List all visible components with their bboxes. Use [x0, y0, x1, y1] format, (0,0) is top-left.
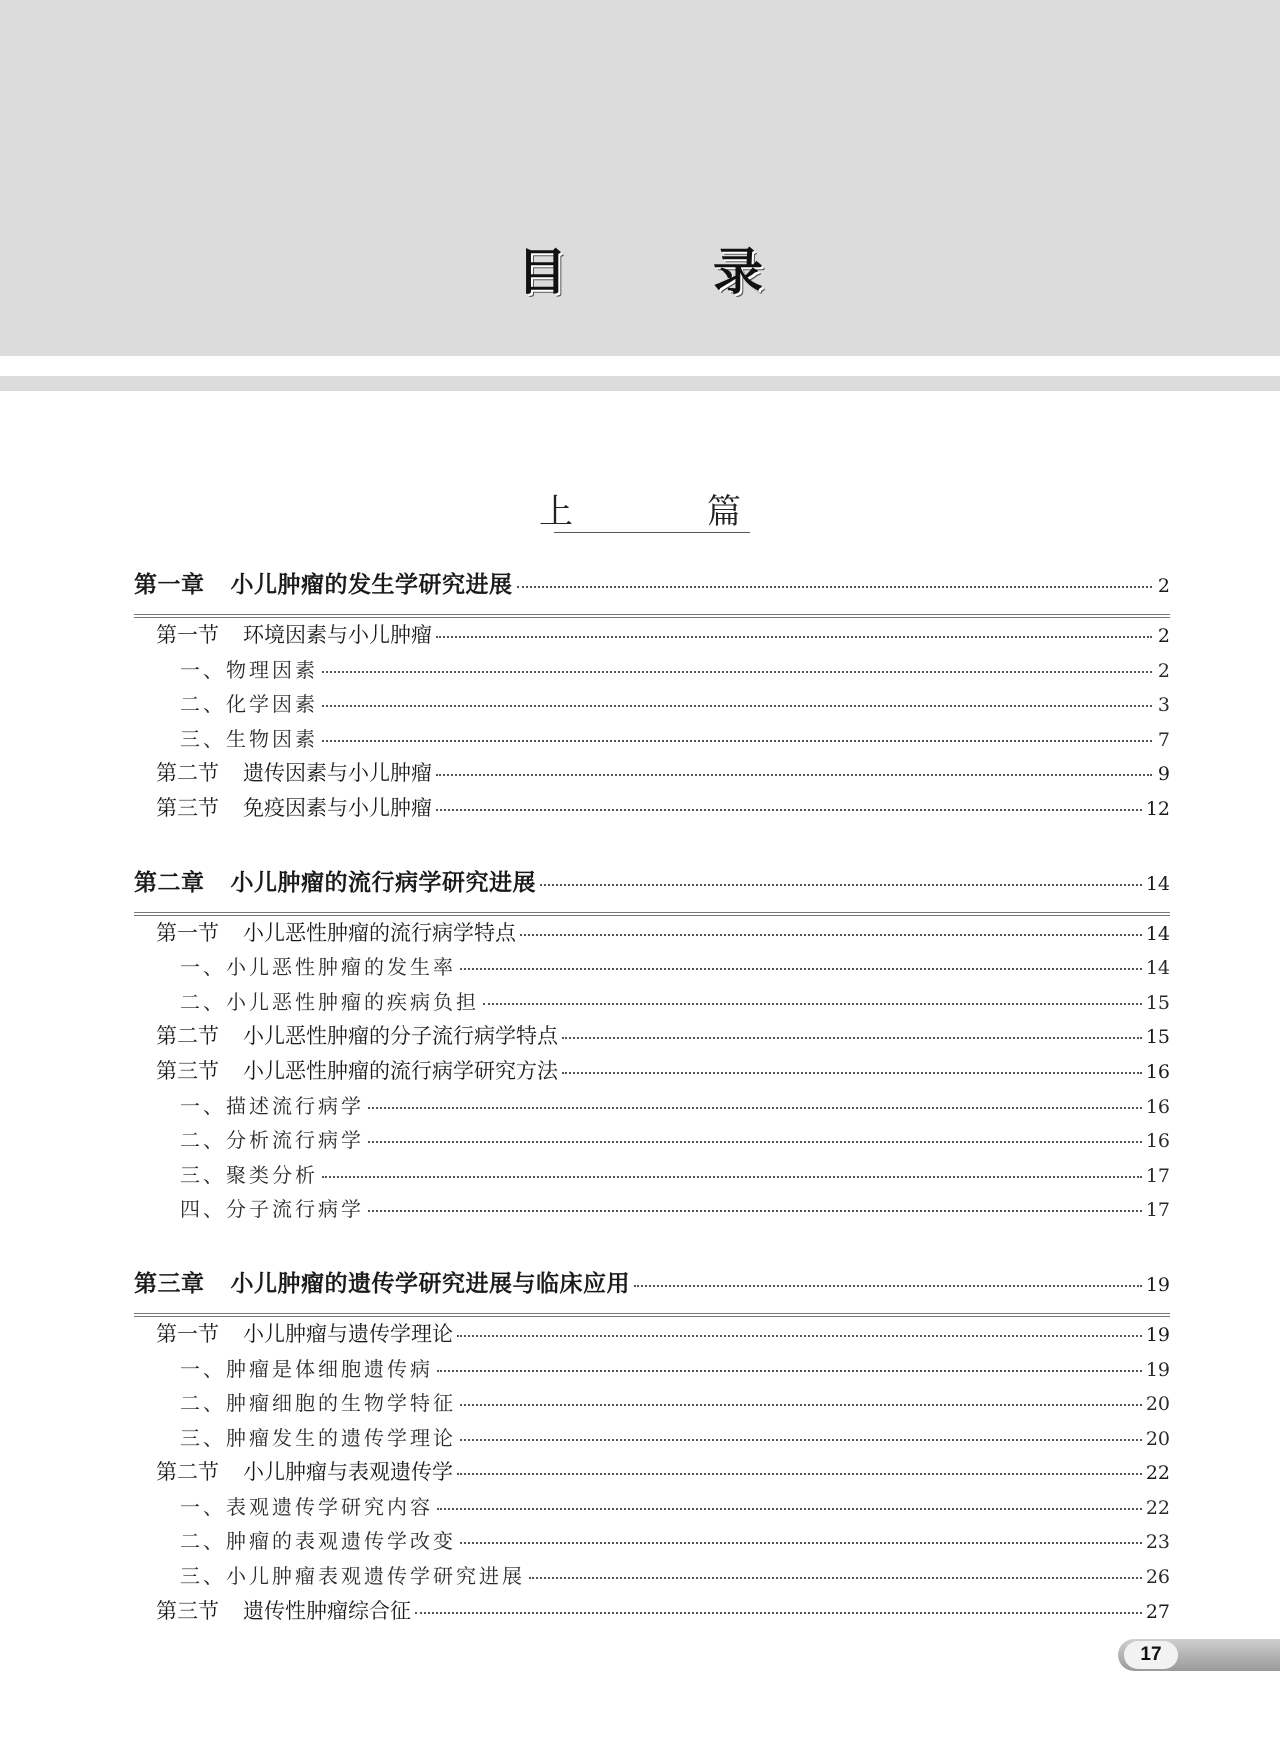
toc-section[interactable]: [134, 1019, 1170, 1054]
toc-section[interactable]: [134, 1317, 1170, 1352]
toc-page-number: 19: [1145, 1323, 1170, 1346]
header-stripe: [0, 376, 1280, 391]
dot-leader: [529, 1576, 1142, 1579]
toc-item-title: 二、化学因素: [180, 692, 318, 717]
page-title: 目 录: [517, 242, 811, 301]
chapter-gap: [134, 1227, 1170, 1261]
toc-page-number: 3: [1157, 694, 1170, 717]
toc-section-number: 第三节: [156, 1598, 219, 1623]
toc-item[interactable]: [134, 687, 1170, 722]
toc-section-label: [156, 916, 516, 951]
toc-item-label: [180, 950, 456, 985]
toc-section-label: [156, 1054, 558, 1089]
toc-section[interactable]: [134, 756, 1170, 791]
toc-item[interactable]: [134, 1089, 1170, 1124]
toc-page-number: 9: [1157, 763, 1170, 786]
toc-item-label: [180, 722, 318, 757]
dot-leader: [437, 1369, 1142, 1372]
toc-item[interactable]: [134, 722, 1170, 757]
toc-chapter-number: 第三章: [134, 1269, 205, 1297]
part-title-rule: [554, 532, 750, 533]
toc-item-title: 二、肿瘤细胞的生物学特征: [180, 1391, 456, 1416]
toc-item-title: 四、分子流行病学: [180, 1197, 364, 1222]
toc-page-number: 20: [1145, 1393, 1170, 1416]
dot-leader: [322, 739, 1152, 742]
toc-chapter-label: [134, 1261, 630, 1307]
toc-section-label: [156, 791, 432, 826]
toc-item-title: 一、描述流行病学: [180, 1093, 364, 1118]
toc-chapter-title: 小儿肿瘤的流行病学研究进展: [230, 868, 536, 896]
toc-item-title: 一、肿瘤是体细胞遗传病: [180, 1356, 433, 1381]
toc-item-label: [180, 1524, 456, 1559]
toc-section[interactable]: [134, 916, 1170, 951]
toc-item-title: 一、物理因素: [180, 657, 318, 682]
dot-leader: [436, 808, 1142, 811]
toc-page-number: 17: [1145, 1164, 1170, 1187]
toc-item[interactable]: [134, 653, 1170, 688]
toc-section-label: [156, 1455, 453, 1490]
toc-chapter-label: [134, 860, 536, 906]
toc-item-label: [180, 1352, 433, 1387]
toc-item-label: [180, 1123, 364, 1158]
toc-page-number: 2: [1157, 575, 1170, 597]
toc-section-title: 小儿恶性肿瘤的流行病学特点: [243, 920, 516, 945]
toc-chapter[interactable]: [134, 1261, 1170, 1317]
toc-item-title: 三、小儿肿瘤表观遗传学研究进展: [180, 1564, 525, 1589]
toc-section-title: 环境因素与小儿肿瘤: [243, 623, 432, 647]
toc-item-title: 三、生物因素: [180, 726, 318, 751]
dot-leader: [634, 1284, 1142, 1287]
dot-leader: [457, 1472, 1142, 1475]
toc-item-title: 二、肿瘤的表观遗传学改变: [180, 1529, 456, 1554]
dot-leader: [562, 1036, 1142, 1039]
toc-section[interactable]: [134, 791, 1170, 826]
toc-page-number: 14: [1145, 957, 1170, 980]
toc-item[interactable]: [134, 1524, 1170, 1559]
toc-section-number: 第一节: [156, 920, 219, 945]
toc-item[interactable]: [134, 1158, 1170, 1193]
dot-leader: [517, 585, 1153, 588]
toc-page-number: 2: [1157, 625, 1170, 647]
dot-leader: [520, 933, 1142, 936]
toc-section-title: 小儿肿瘤与表观遗传学: [243, 1460, 453, 1485]
toc-item-title: 一、表观遗传学研究内容: [180, 1494, 433, 1519]
toc-page-number: 17: [1145, 1199, 1170, 1222]
toc-page-number: 22: [1145, 1462, 1170, 1485]
toc-item-title: 一、小儿恶性肿瘤的发生率: [180, 955, 456, 980]
toc-chapter-title: 小儿肿瘤的发生学研究进展: [230, 571, 513, 598]
toc-chapter-label: [134, 562, 513, 608]
dot-leader: [322, 704, 1152, 707]
toc-item-title: 三、肿瘤发生的遗传学理论: [180, 1425, 456, 1450]
toc-page-number: 7: [1157, 728, 1170, 751]
dot-leader: [436, 635, 1152, 638]
toc-chapter-number: 第一章: [134, 571, 205, 598]
toc-section-number: 第二节: [156, 761, 219, 786]
toc-chapter-number: 第二章: [134, 868, 205, 896]
toc-item-label: [180, 1421, 456, 1456]
toc-chapter-title: 小儿肿瘤的遗传学研究进展与临床应用: [230, 1269, 630, 1297]
toc-page-number: 16: [1145, 1060, 1170, 1083]
toc-item-label: [180, 1386, 456, 1421]
toc-page-number: 16: [1145, 1130, 1170, 1153]
toc-item-title: 二、分析流行病学: [180, 1128, 364, 1153]
toc-section[interactable]: [134, 618, 1170, 653]
dot-leader: [483, 1002, 1142, 1005]
dot-leader: [415, 1611, 1142, 1614]
toc-section-number: 第三节: [156, 1058, 219, 1083]
table-of-contents: [134, 556, 1170, 1628]
toc-item[interactable]: [134, 950, 1170, 985]
toc-page-number: 15: [1145, 991, 1170, 1014]
toc-page-number: 26: [1145, 1566, 1170, 1589]
toc-page-number: 23: [1145, 1531, 1170, 1554]
toc-section-title: 遗传因素与小儿肿瘤: [243, 761, 432, 786]
toc-section-number: 第三节: [156, 795, 219, 820]
chapter-gap: [134, 826, 1170, 860]
toc-section[interactable]: [134, 1054, 1170, 1089]
dot-leader: [460, 1403, 1142, 1406]
toc-item[interactable]: [134, 1421, 1170, 1456]
toc-section-label: [156, 1317, 453, 1352]
toc-item-label: [180, 1192, 364, 1227]
toc-page-number: 19: [1145, 1358, 1170, 1381]
toc-item[interactable]: [134, 1490, 1170, 1525]
toc-item-label: [180, 1089, 364, 1124]
toc-item[interactable]: [134, 1123, 1170, 1158]
toc-page-number: 12: [1145, 797, 1170, 820]
toc-page-number: 19: [1145, 1273, 1170, 1296]
toc-section-title: 遗传性肿瘤综合征: [243, 1598, 411, 1623]
dot-leader: [460, 1438, 1142, 1441]
toc-section-number: 第一节: [156, 623, 219, 647]
toc-page-number: 15: [1145, 1026, 1170, 1049]
toc-section-label: [156, 756, 432, 791]
toc-page-number: 20: [1145, 1427, 1170, 1450]
dot-leader: [460, 967, 1142, 970]
toc-page-number: 2: [1157, 659, 1170, 682]
dot-leader: [436, 773, 1152, 776]
toc-section-number: 第二节: [156, 1024, 219, 1049]
toc-chapter[interactable]: [134, 562, 1170, 618]
toc-page-number: 16: [1145, 1095, 1170, 1118]
toc-item-label: [180, 1490, 433, 1525]
toc-section-title: 小儿恶性肿瘤的分子流行病学特点: [243, 1024, 558, 1049]
toc-item-label: [180, 687, 318, 722]
toc-item-label: [180, 653, 318, 688]
page-number: 17: [1124, 1641, 1178, 1669]
toc-page-number: 27: [1145, 1600, 1170, 1623]
toc-section[interactable]: [134, 1594, 1170, 1629]
toc-section-label: [156, 1019, 558, 1054]
toc-section-number: 第一节: [156, 1321, 219, 1346]
dot-leader: [368, 1140, 1142, 1143]
toc-page-number: 14: [1145, 922, 1170, 945]
dot-leader: [562, 1071, 1142, 1074]
toc-section-title: 小儿恶性肿瘤的流行病学研究方法: [243, 1058, 558, 1083]
dot-leader: [322, 670, 1152, 673]
dot-leader: [460, 1541, 1142, 1544]
toc-page-number: 14: [1145, 872, 1170, 895]
toc-item-label: [180, 985, 479, 1020]
toc-item-title: 三、聚类分析: [180, 1162, 318, 1187]
toc-section-title: 小儿肿瘤与遗传学理论: [243, 1321, 453, 1346]
dot-leader: [540, 883, 1142, 886]
toc-item[interactable]: [134, 1559, 1170, 1594]
dot-leader: [437, 1507, 1142, 1510]
dot-leader: [457, 1334, 1142, 1337]
dot-leader: [322, 1175, 1142, 1178]
part-title: 上 篇: [539, 492, 791, 532]
toc-item-label: [180, 1559, 525, 1594]
toc-item[interactable]: [134, 1386, 1170, 1421]
toc-item[interactable]: [134, 1192, 1170, 1227]
toc-item-title: 二、小儿恶性肿瘤的疾病负担: [180, 989, 479, 1014]
toc-page-number: 22: [1145, 1496, 1170, 1519]
toc-item[interactable]: [134, 1352, 1170, 1387]
dot-leader: [368, 1209, 1142, 1212]
toc-section-label: [156, 1594, 411, 1629]
toc-section-label: [156, 618, 432, 653]
toc-item-label: [180, 1158, 318, 1193]
toc-section-title: 免疫因素与小儿肿瘤: [243, 795, 432, 820]
toc-chapter[interactable]: [134, 860, 1170, 916]
toc-section-number: 第二节: [156, 1460, 219, 1485]
toc-item[interactable]: [134, 985, 1170, 1020]
toc-section[interactable]: [134, 1455, 1170, 1490]
dot-leader: [368, 1106, 1142, 1109]
